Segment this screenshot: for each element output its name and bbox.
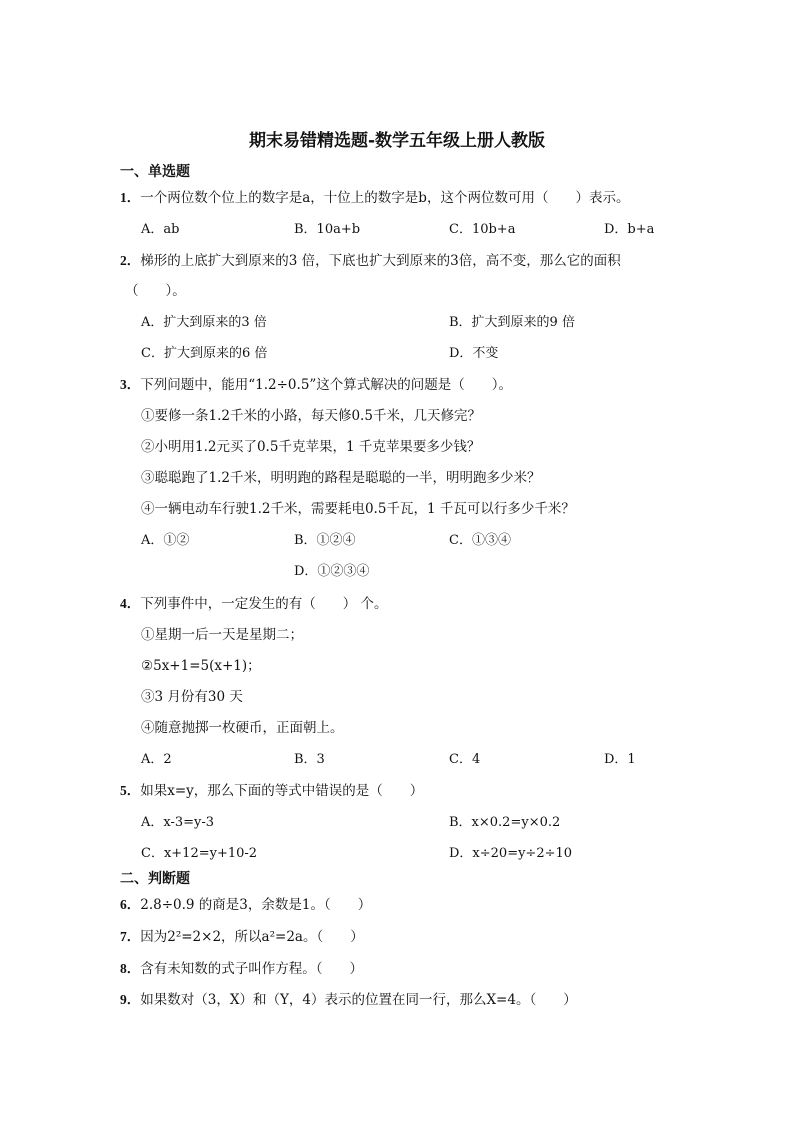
page-title: 期末易错精选题-数学五年级上册人教版 (248, 131, 546, 151)
question-2 (120, 249, 621, 269)
option-a: A．x-3=y-3 (141, 815, 215, 830)
option-c: C．10b+a (449, 222, 516, 237)
option-d: D．b+a (604, 222, 655, 237)
option-d: D．x÷20=y÷2÷10 (449, 846, 573, 861)
question-text: 下列问题中，能用“1.2÷0.5”这个算式解决的问题是（ ）。 (140, 377, 513, 393)
question-8 (120, 957, 363, 977)
option-c: C．x+12=y+10-2 (141, 846, 258, 861)
option-b: B．3 (294, 752, 325, 767)
statement-2: ②5x+1=5(x+1)； (141, 658, 261, 674)
question-number: 1． (120, 190, 141, 205)
question-9 (120, 988, 577, 1008)
question-4 (120, 592, 388, 612)
question-text: 如果x=y，那么下面的等式中错误的是（ ） (140, 783, 424, 799)
option-b: B．10a+b (294, 222, 361, 237)
statement-3: ③聪聪跑了1.2千米，明明跑的路程是聪聪的一半，明明跑多少米？ (141, 470, 541, 486)
question-text: 2.8÷0.9 的商是3，余数是1。（ ） (140, 897, 372, 913)
option-a: A．扩大到原来的3 倍 (141, 315, 267, 330)
option-c: C．扩大到原来的6 倍 (141, 346, 268, 361)
option-d: D．1 (604, 752, 636, 767)
option-c: C．4 (449, 752, 481, 767)
question-number: 3． (120, 377, 141, 392)
statement-4: ④一辆电动车行驶1.2千米，需要耗电0.5千瓦，1 千瓦可以行多少千米？ (141, 501, 575, 517)
option-d: D．不变 (449, 346, 499, 361)
question-5 (120, 779, 423, 799)
question-1 (120, 186, 629, 206)
question-number: 6． (120, 897, 141, 912)
question-7 (120, 925, 364, 945)
question-3 (120, 373, 512, 393)
option-c: C．①③④ (449, 533, 511, 548)
question-text-continued: （ ）。 (125, 283, 186, 299)
option-a: A．①② (141, 533, 190, 548)
question-text: 含有未知数的式子叫作方程。（ ） (140, 961, 363, 977)
option-a: A．2 (141, 752, 172, 767)
statement-3: ③3 月份有30 天 (141, 689, 243, 705)
question-number: 5． (120, 783, 141, 798)
question-text: 如果数对（3，X）和（Y，4）表示的位置在同一行，那么X=4。（ ） (140, 992, 577, 1008)
question-text: 因为2²=2×2，所以a²=2a。（ ） (140, 929, 364, 945)
section-heading-single-choice: 一、单选题 (120, 164, 190, 180)
option-a: A．ab (141, 222, 180, 237)
question-text: 一个两位数个位上的数字是a，十位上的数字是b，这个两位数可用（ ）表示。 (140, 190, 630, 206)
question-number: 4． (120, 596, 141, 611)
section-heading-true-false: 二、判断题 (120, 871, 190, 887)
statement-2: ②小明用1.2元买了0.5千克苹果，1 千克苹果要多少钱？ (141, 439, 481, 455)
option-b: B．①②④ (294, 533, 356, 548)
statement-1: ①星期一后一天是星期二； (141, 627, 303, 643)
option-d: D．①②③④ (294, 564, 370, 579)
question-number: 2． (120, 253, 141, 268)
statement-1: ①要修一条1.2千米的小路，每天修0.5千米，几天修完？ (141, 408, 481, 424)
option-b: B．x×0.2=y×0.2 (449, 815, 561, 830)
question-text: 梯形的上底扩大到原来的3 倍，下底也扩大到原来的3倍，高不变，那么它的面积 (140, 253, 621, 269)
question-number: 8． (120, 961, 141, 976)
statement-4: ④随意抛掷一枚硬币，正面朝上。 (141, 720, 344, 736)
question-number: 9． (120, 992, 141, 1007)
option-b: B．扩大到原来的9 倍 (449, 315, 575, 330)
question-text: 下列事件中，一定发生的有（ ） 个。 (140, 596, 388, 612)
question-6 (120, 893, 371, 913)
question-number: 7． (120, 929, 141, 944)
